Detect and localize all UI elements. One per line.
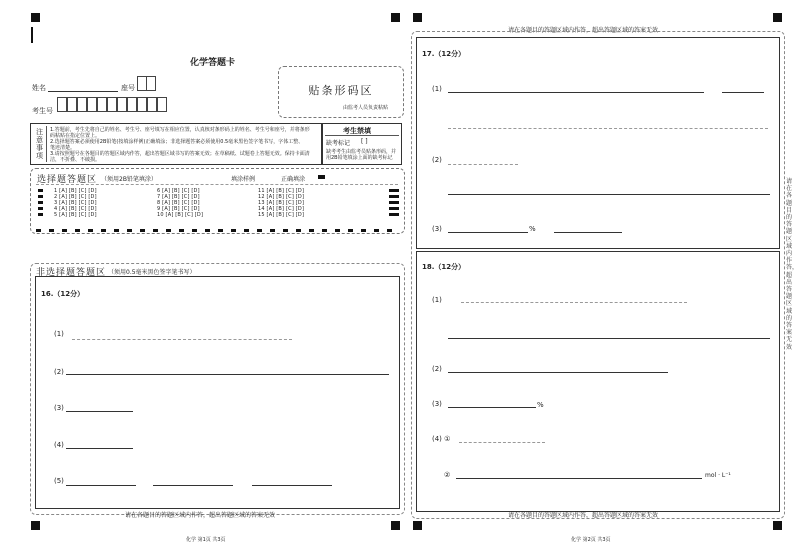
answer-line[interactable]	[153, 485, 233, 486]
right-bottom-note: 请在各题目的答题区域内作答，超出答题区域的答案无效	[508, 512, 659, 519]
mc-question-row[interactable]: 2 [A] [B] [C] [D]	[54, 194, 97, 200]
q18-part-4-2: ②	[444, 471, 451, 479]
name-label: 姓名	[32, 84, 46, 92]
divider	[36, 184, 398, 185]
answer-line[interactable]	[72, 339, 292, 340]
answer-line[interactable]	[448, 92, 704, 93]
barcode-area	[278, 66, 404, 118]
q16-part-4: (4)	[54, 441, 64, 449]
exam-no-digit-box[interactable]	[117, 97, 127, 112]
exam-no-digit-box[interactable]	[77, 97, 87, 112]
seat-label: 座号	[121, 84, 135, 92]
exam-no-digit-box[interactable]	[67, 97, 77, 112]
q17-title: 17.（12分）	[422, 50, 466, 58]
notice-line: 3.请按照题号在各题目的答题区域内作答，超出答题区域书写的答案无效；在草稿纸、试题卷上答题无效。保持卡面清	[50, 151, 310, 157]
q18-title: 18.（12分）	[422, 263, 466, 271]
notice-label: 注意事项	[36, 128, 43, 160]
answer-line[interactable]	[448, 232, 528, 233]
timing-marks-bottom	[36, 229, 396, 232]
answer-line[interactable]	[66, 411, 133, 412]
mc-question-row[interactable]: 7 [A] [B] [C] [D]	[157, 194, 200, 200]
answer-line[interactable]	[66, 374, 389, 375]
answer-line[interactable]	[456, 478, 702, 479]
mc-question-row[interactable]: 15 [A] [B] [C] [D]	[258, 212, 305, 218]
left-footer: 化学 第1页 共3页	[186, 537, 226, 543]
forbidden-title: 考生禁填	[343, 127, 371, 135]
percent-unit: %	[529, 225, 536, 233]
notice-line: 码粘贴在指定位置上。	[50, 133, 101, 139]
q18-box	[416, 251, 780, 512]
q16-title: 16.（12分）	[41, 290, 85, 298]
exam-no-digit-box[interactable]	[127, 97, 137, 112]
divider	[46, 126, 47, 162]
timing-mark	[38, 189, 43, 192]
mc-question-row[interactable]: 11 [A] [B] [C] [D]	[258, 188, 305, 194]
mc-question-row[interactable]: 8 [A] [B] [C] [D]	[157, 200, 200, 206]
exam-no-digit-box[interactable]	[147, 97, 157, 112]
registration-mark	[413, 13, 422, 22]
answer-line[interactable]	[554, 232, 622, 233]
timing-mark	[38, 213, 43, 216]
answer-line[interactable]	[448, 194, 770, 195]
timing-mark	[389, 201, 399, 204]
fill-example-text: 正确填涂	[281, 176, 306, 183]
percent-unit: %	[537, 401, 544, 409]
answer-line[interactable]	[461, 302, 687, 303]
answer-line[interactable]	[448, 128, 768, 129]
mc-question-row[interactable]: 3 [A] [B] [C] [D]	[54, 200, 97, 206]
notice-box	[30, 123, 322, 165]
registration-mark	[391, 13, 400, 22]
q18-part-4: (4) ①	[432, 435, 451, 443]
answer-line[interactable]	[459, 442, 545, 443]
exam-no-digit-box[interactable]	[97, 97, 107, 112]
mc-question-row[interactable]: 4 [A] [B] [C] [D]	[54, 206, 97, 212]
mc-question-row[interactable]: 5 [A] [B] [C] [D]	[54, 212, 97, 218]
mc-question-row[interactable]: 13 [A] [B] [C] [D]	[258, 200, 305, 206]
registration-mark	[31, 521, 40, 530]
q17-part-3: (3)	[432, 225, 442, 233]
side-note: 请在各题目的答题区域内作答，超出答题区域的答案无效	[786, 178, 798, 351]
absent-label: 缺考标记	[326, 140, 351, 147]
q16-part-1: (1)	[54, 330, 64, 338]
notice-line: 1.答题前，考生先将自己的姓名、考生号、座号填写在相应位置，认真核对条形码上的姓名、考生号和座号，并将条形	[50, 127, 310, 133]
q18-part-1: (1)	[432, 296, 442, 304]
answer-line[interactable]	[66, 448, 133, 449]
left-bottom-note: 请在各题目的答题区域内作答，超出答题区域的答案无效	[125, 512, 276, 519]
q18-part-2: (2)	[432, 365, 442, 373]
timing-mark	[38, 201, 43, 204]
answer-line[interactable]	[448, 407, 536, 408]
concentration-unit: mol · L⁻¹	[705, 472, 731, 479]
q17-box	[416, 37, 780, 249]
registration-mark	[773, 521, 782, 530]
seat-digit-box[interactable]	[146, 76, 156, 91]
barcode-note: 由监考人员负责粘贴	[343, 105, 389, 111]
alignment-bar	[31, 27, 33, 43]
exam-no-digit-box[interactable]	[157, 97, 167, 112]
notice-line: 洁，不折叠、不破损。	[50, 157, 101, 163]
mc-title: 选择题答题区	[37, 175, 98, 185]
right-top-note: 请在各题目的答题区域内作答，超出答题区域的答案无效	[508, 27, 659, 34]
mc-question-row[interactable]: 1 [A] [B] [C] [D]	[54, 188, 97, 194]
answer-line[interactable]	[448, 164, 518, 165]
timing-mark	[38, 207, 43, 210]
forbidden-box	[322, 123, 402, 165]
absent-note: 缺考考生由监考员贴条形码，并用2B铅笔填涂上面的缺考标记	[326, 149, 397, 161]
nonmc-title: 非选择题答题区	[36, 268, 107, 278]
answer-line[interactable]	[722, 92, 764, 93]
notice-line: 2.选择题答案必须使用2B铅笔(按填涂样例)正确填涂；非选择题答案必须使用0.5毫米黑色签字笔书写，字体工整、	[50, 139, 304, 145]
answer-line[interactable]	[448, 372, 668, 373]
barcode-label: 贴条形码区	[308, 84, 374, 97]
q16-part-3: (3)	[54, 404, 64, 412]
exam-no-digit-box[interactable]	[57, 97, 67, 112]
q16-part-5: (5)	[54, 477, 64, 485]
answer-line[interactable]	[448, 338, 770, 339]
absent-bubble[interactable]: [ ]	[361, 138, 368, 145]
divider	[325, 135, 399, 136]
mc-note: （须用2B铅笔填涂）	[101, 176, 157, 183]
registration-mark	[773, 13, 782, 22]
q18-part-3: (3)	[432, 400, 442, 408]
q17-part-2: (2)	[432, 156, 442, 164]
mc-question-row[interactable]: 14 [A] [B] [C] [D]	[258, 206, 305, 212]
exam-no-digit-box[interactable]	[87, 97, 97, 112]
q16-box	[35, 276, 400, 509]
sheet-title: 化学答题卡	[190, 58, 236, 68]
registration-mark	[413, 521, 422, 530]
mc-question-row[interactable]: 9 [A] [B] [C] [D]	[157, 206, 200, 212]
answer-line[interactable]	[252, 485, 332, 486]
mc-question-row[interactable]: 12 [A] [B] [C] [D]	[258, 194, 305, 200]
name-field[interactable]	[48, 91, 118, 92]
timing-mark	[389, 207, 399, 210]
registration-mark	[31, 13, 40, 22]
mc-question-row[interactable]: 10 [A] [B] [C] [D]	[157, 212, 204, 218]
q17-part-1: (1)	[432, 85, 442, 93]
timing-mark	[389, 195, 399, 198]
exam-no-label: 考生号	[32, 107, 53, 115]
exam-no-digit-box[interactable]	[107, 97, 117, 112]
right-footer: 化学 第2页 共3页	[571, 537, 611, 543]
answer-line[interactable]	[66, 485, 136, 486]
filled-bubble-sample	[318, 175, 325, 179]
mc-question-row[interactable]: 6 [A] [B] [C] [D]	[157, 188, 200, 194]
q16-part-2: (2)	[54, 368, 64, 376]
timing-mark	[389, 213, 399, 216]
notice-line: 笔迹清楚。	[50, 145, 76, 151]
timing-mark	[389, 189, 399, 192]
timing-mark	[38, 195, 43, 198]
nonmc-note: （须用0.5毫米黑色签字笔书写）	[108, 269, 196, 276]
registration-mark	[391, 521, 400, 530]
exam-no-digit-box[interactable]	[137, 97, 147, 112]
fill-example-label: 填涂样例	[231, 176, 256, 183]
